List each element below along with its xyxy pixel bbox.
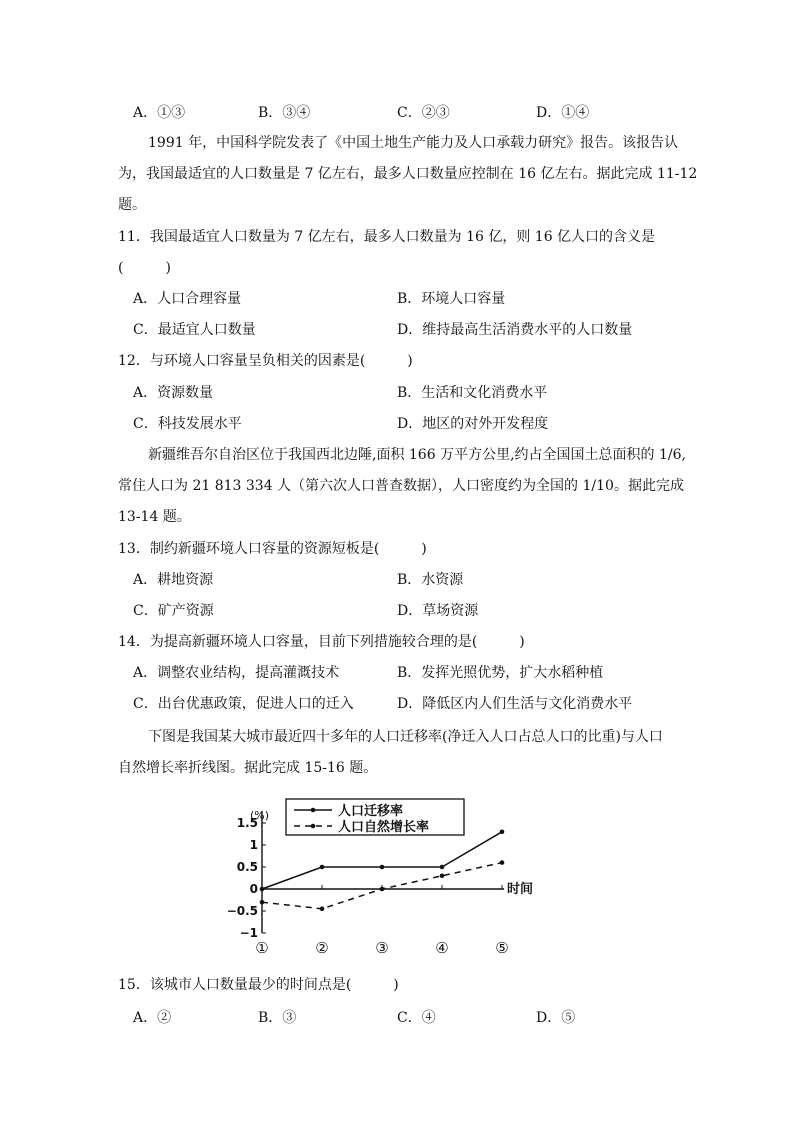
intro1-line1: 1991 年，中国科学院发表了《中国土地生产能力及人口承载力研究》报告。该报告认 xyxy=(148,135,679,151)
q15-option-a: A．② xyxy=(133,1010,172,1026)
q11-option-d: D．维持最高生活消费水平的人口数量 xyxy=(397,322,633,338)
q12-stem: 12．与环境人口容量呈负相关的因素是( ) xyxy=(118,353,413,369)
intro3-line1: 下图是我国某大城市最近四十多年的人口迁移率(净迁入人口占总人口的比重)与人口 xyxy=(148,729,663,745)
q14-stem: 14．为提高新疆环境人口容量，目前下列措施较合理的是( ) xyxy=(118,634,525,650)
legend-swatch-dot xyxy=(311,808,316,813)
migration-rate-point xyxy=(260,887,265,892)
x-tick-label: ④ xyxy=(435,939,449,957)
migration-rate-point xyxy=(320,865,325,870)
y-tick-label: −0.5 xyxy=(226,904,258,918)
y-tick-label: −1 xyxy=(239,926,258,940)
q11-option-a: A．人口合理容量 xyxy=(133,291,242,307)
q14-option-b: B．发挥光照优势，扩大水稻种植 xyxy=(397,665,604,681)
q12-option-c: C．科技发展水平 xyxy=(133,416,242,432)
migration-rate-point xyxy=(500,830,505,835)
q10-option-c: C．②③ xyxy=(397,105,450,121)
q15-option-d: D．⑤ xyxy=(536,1010,576,1026)
y-tick-label: 1.5 xyxy=(236,816,258,830)
intro3-line2: 自然增长率折线图。据此完成 15-16 题。 xyxy=(118,760,378,776)
natural-growth-point xyxy=(320,907,325,912)
q10-option-b: B．③④ xyxy=(258,105,311,121)
q11-option-c: C．最适宜人口数量 xyxy=(133,322,256,338)
chart-x-ticks xyxy=(255,885,508,957)
legend-swatch-dot xyxy=(311,824,316,829)
q11-stem-bracket: ( ) xyxy=(118,260,171,276)
q10-option-d: D．①④ xyxy=(536,105,590,121)
q14-option-c: C．出台优惠政策，促进人口的迁入 xyxy=(133,696,354,712)
legend-label: 人口迁移率 xyxy=(338,804,404,819)
q13-option-d: D．草场资源 xyxy=(397,603,479,619)
y-tick-label: 0 xyxy=(249,882,258,896)
chart-y-ticks xyxy=(227,816,266,940)
q14-option-a: A．调整农业结构，提高灌溉技术 xyxy=(133,665,340,681)
intro1-line3: 题。 xyxy=(118,197,146,213)
migration-rate-line xyxy=(262,832,502,889)
intro2-line3: 13-14 题。 xyxy=(118,509,191,525)
q12-option-d: D．地区的对外开发程度 xyxy=(397,416,549,432)
natural-growth-point xyxy=(380,887,385,892)
q14-option-d: D．降低区内人们生活与文化消费水平 xyxy=(397,696,633,712)
chart-legend xyxy=(286,799,464,835)
migration-rate-point xyxy=(380,865,385,870)
intro2-line2: 常住人口为 21 813 334 人（第六次人口普查数据），人口密度约为全国的 1/10。据此完成 xyxy=(118,478,684,494)
q12-option-a: A．资源数量 xyxy=(133,385,214,401)
x-tick-label: ③ xyxy=(375,939,389,957)
y-tick-label: 1 xyxy=(249,838,258,852)
legend-label: 人口自然增长率 xyxy=(338,820,430,835)
chart-series xyxy=(260,830,505,912)
migration-rate-point xyxy=(440,865,445,870)
natural-growth-point xyxy=(500,860,505,865)
natural-growth-point xyxy=(260,900,265,905)
q11-option-b: B．环境人口容量 xyxy=(397,291,506,307)
y-axis-label: (%) xyxy=(250,809,270,822)
x-tick-label: ① xyxy=(255,939,269,957)
q15-option-c: C．④ xyxy=(397,1010,436,1026)
q15-stem: 15．该城市人口数量最少的时间点是( ) xyxy=(118,977,399,993)
intro2-line1: 新疆维吾尔自治区位于我国西北边陲,面积 166 万平方公里,约占全国国土总面积的 1/6, xyxy=(148,447,686,463)
x-tick-label: ⑤ xyxy=(495,939,509,957)
q15-option-b: B．③ xyxy=(258,1010,297,1026)
natural-growth-point xyxy=(440,874,445,879)
intro1-line2: 为，我国最适宜的人口数量是 7 亿左右，最多人口数量应控制在 16 亿左右。据此完成 11-12 xyxy=(118,166,698,182)
q13-option-a: A．耕地资源 xyxy=(133,572,214,588)
q11-stem: 11．我国最适宜人口数量为 7 亿左右，最多人口数量为 16 亿，则 16 亿人口的含义是 xyxy=(118,229,656,245)
q12-option-b: B．生活和文化消费水平 xyxy=(397,385,548,401)
q13-stem: 13．制约新疆环境人口容量的资源短板是( ) xyxy=(118,541,427,557)
q13-option-c: C．矿产资源 xyxy=(133,603,214,619)
x-tick-label: ② xyxy=(315,939,329,957)
q10-option-a: A．①③ xyxy=(133,105,186,121)
x-axis-label: 时间 xyxy=(507,882,534,897)
migration-growth-line-chart xyxy=(222,795,542,960)
y-tick-label: 0.5 xyxy=(236,860,258,874)
q13-option-b: B．水资源 xyxy=(397,572,464,588)
